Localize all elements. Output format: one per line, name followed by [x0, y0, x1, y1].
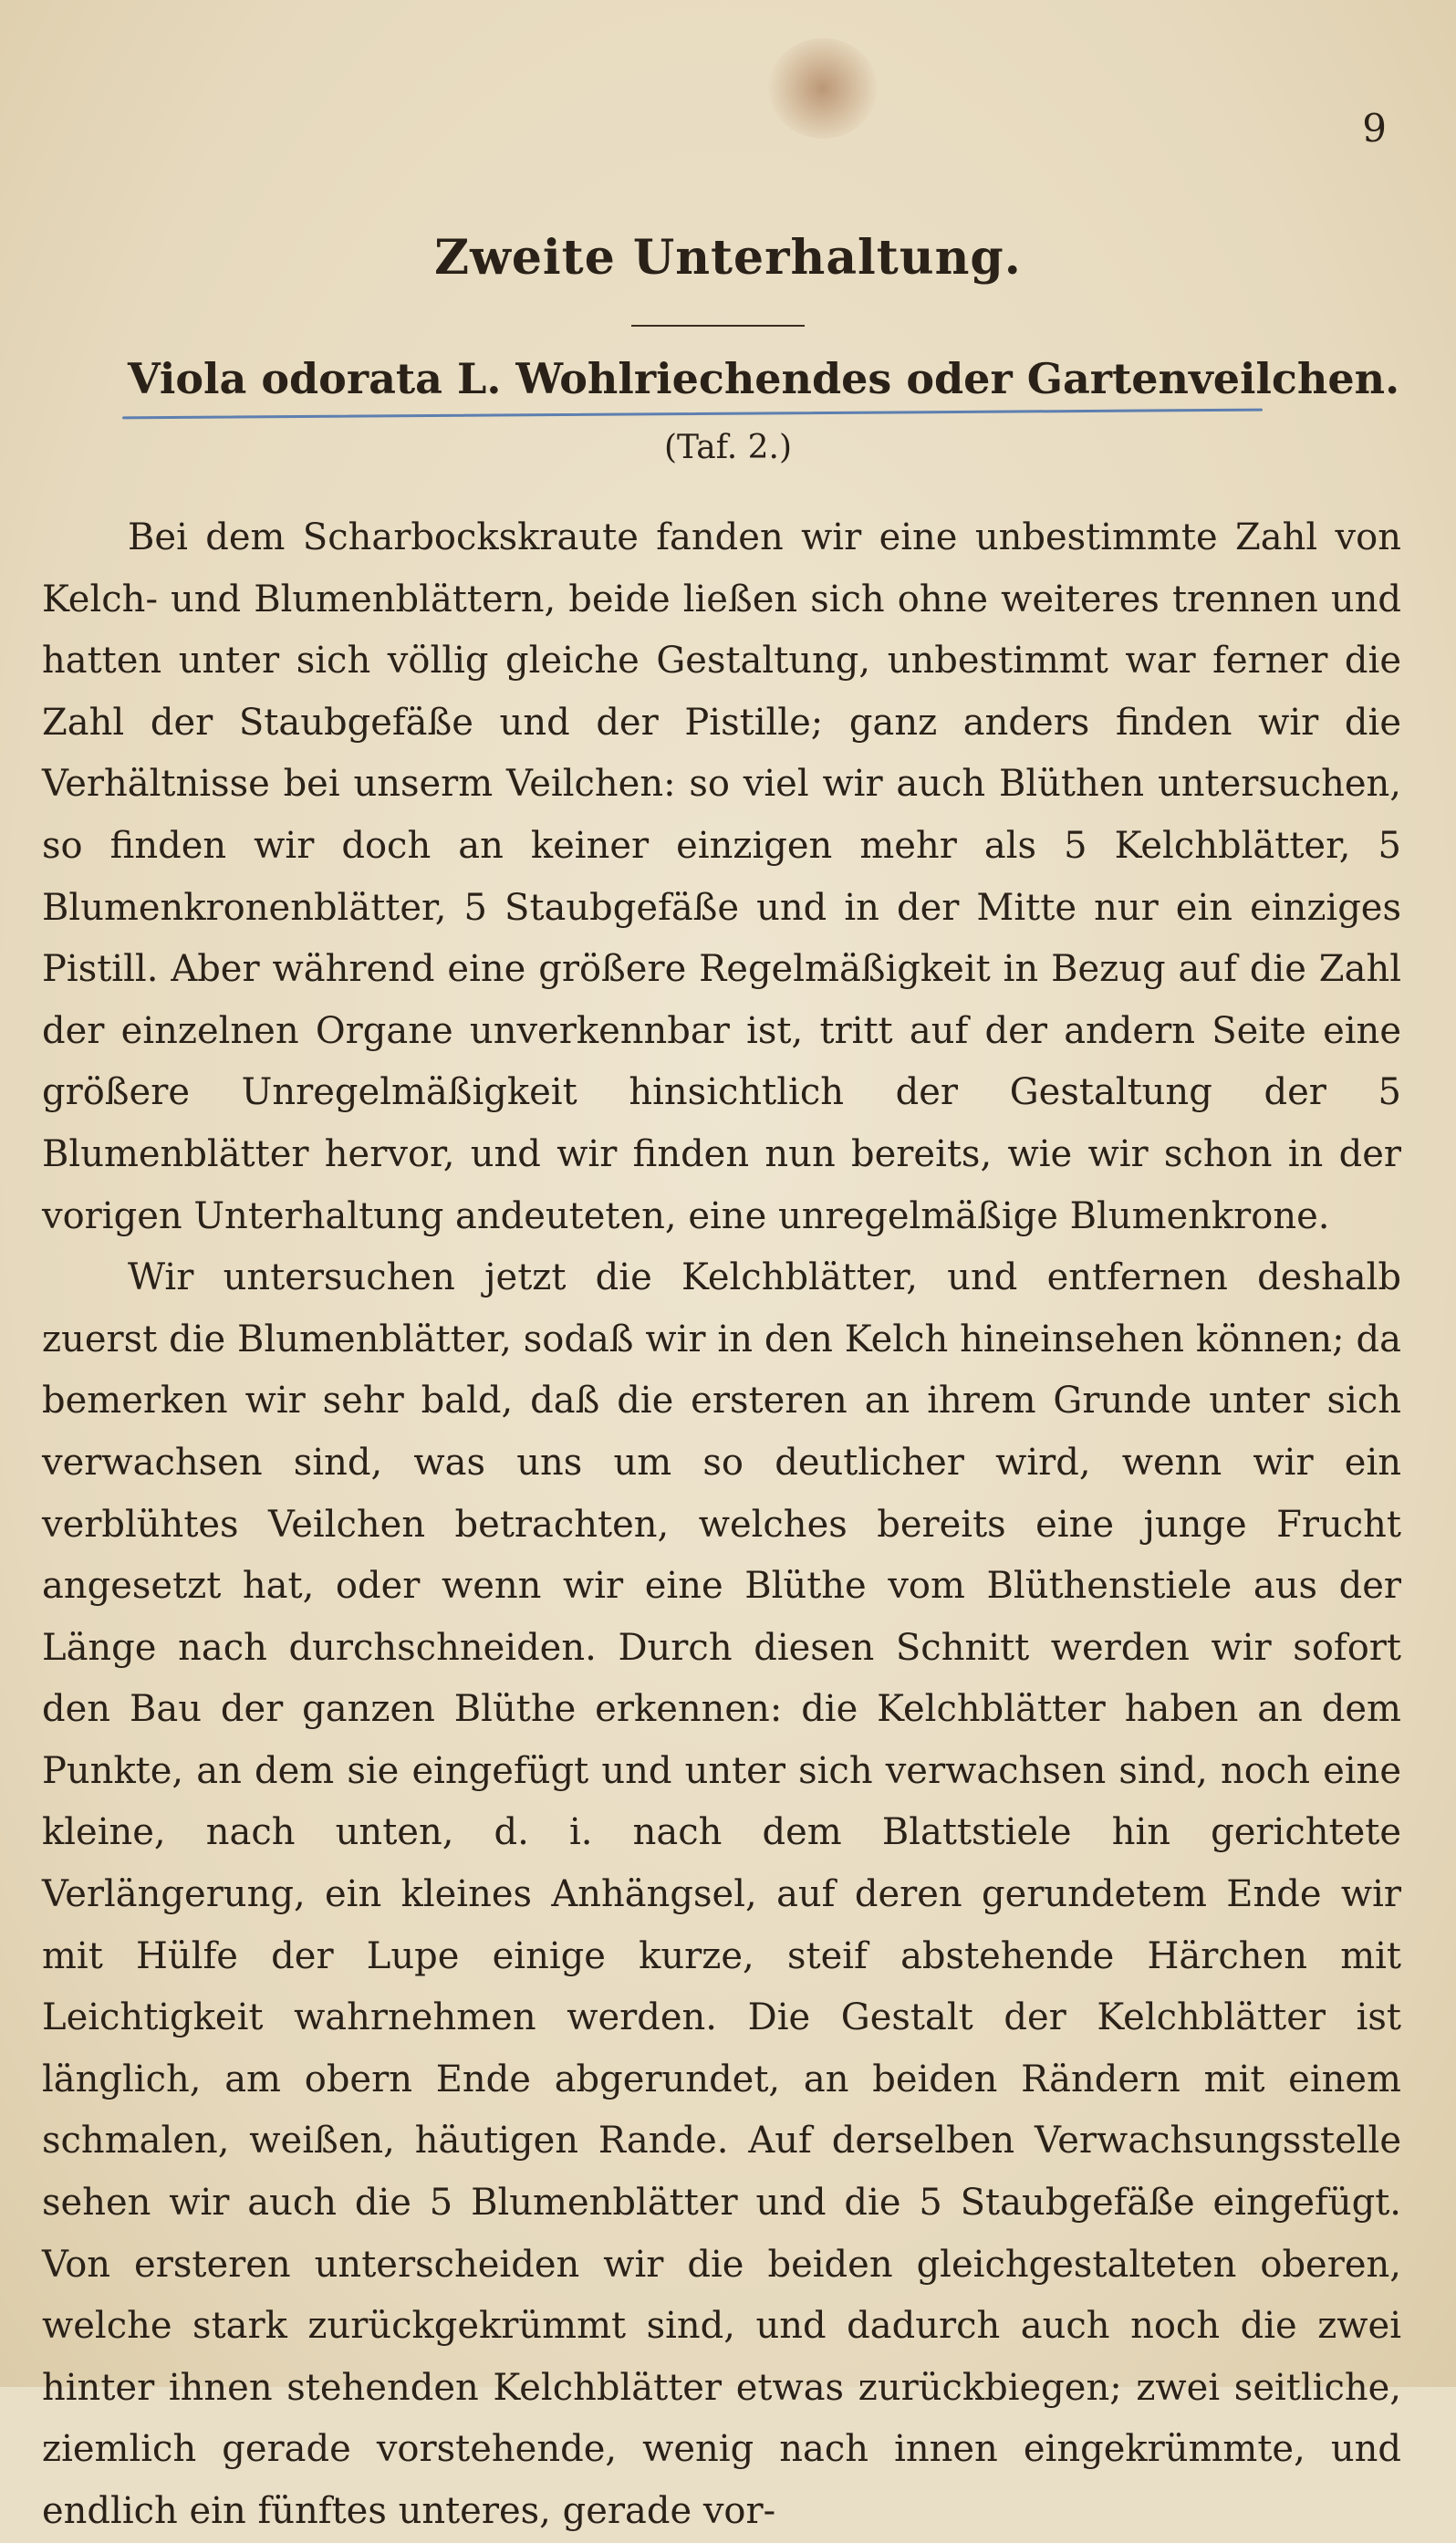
title-divider	[631, 325, 805, 327]
page-number: 9	[1362, 106, 1387, 151]
paragraph-1: Bei dem Scharbockskraute fanden wir eine unbestimmte Zahl von Kelch- und Blumenblättern, beide ließen sich ohne weiteres trennen und hatten unter sich völlig gleiche Gestaltung, unbestimmt war ferner die Zahl der Staubgefäße und der Pistille; ganz anders finden wir die Verhältnisse bei unserm Veilchen: so viel wir auch Blüthen untersuchen, so finden wir doch an keiner einzigen mehr als 5 Kelchblätter, 5 Blumenkronenblätter, 5 Staubgefäße und in der Mitte nur ein einziges Pistill. Aber während eine größere Regelmäßigkeit in Bezug auf die Zahl der einzelnen Organe unverkennbar ist, tritt auf der andern Seite eine größere Unregelmäßigkeit hinsichtlich der Gestaltung der 5 Blumenblätter hervor, und wir finden nun bereits, wie wir schon in der vorigen Unterhaltung andeuteten, eine unregelmäßige Blumenkrone.	[42, 516, 1401, 1237]
paragraph-2: Wir untersuchen jetzt die Kelchblätter, und entfernen deshalb zuerst die Blumenblätter, sodaß wir in den Kelch hineinsehen können; da bemerken wir sehr bald, daß die ersteren an ihrem Grunde unter sich verwachsen sind, was uns um so deutlicher wird, wenn wir ein verblühtes Veilchen betrachten, welches bereits eine junge Frucht angesetzt hat, oder wenn wir eine Blüthe vom Blüthenstiele aus der Länge nach durchschneiden. Durch diesen Schnitt werden wir sofort den Bau der ganzen Blüthe erkennen: die Kelchblätter haben an dem Punkte, an dem sie eingefügt und unter sich verwachsen sind, noch eine kleine, nach unten, d. i. nach dem Blattstiele hin gerichtete Verlängerung, ein kleines Anhängsel, auf deren gerundetem Ende wir mit Hülfe der Lupe einige kurze, steif abstehende Härchen mit Leichtigkeit wahrnehmen werden. Die Gestalt der Kelchblätter ist länglich, am obern Ende abgerundet, an beiden Rändern mit einem schmalen, weißen, häutigen Rande. Auf derselben Verwachsungsstelle sehen wir auch die 5 Blumenblätter und die 5 Staubgefäße eingefügt. Von ersteren unterscheiden wir die beiden gleichgestalteten oberen, welche stark zurückgekrümmt sind, und dadurch auch noch die zwei hinter ihnen stehenden Kelchblätter etwas zurückbiegen; zwei seitliche, ziemlich gerade vorstehende, wenig nach innen eingekrümmte, und endlich ein fünftes unteres, gerade vor-	[42, 1256, 1401, 2532]
plate-reference: (Taf. 2.)	[663, 429, 793, 466]
body-text	[42, 507, 1401, 2543]
chapter-title: Zweite Unterhaltung.	[434, 230, 1022, 286]
paper-stain	[768, 38, 878, 139]
pencil-underline	[122, 409, 1263, 420]
section-heading: Viola odorata L. Wohlriechendes oder Gartenveilchen.	[128, 354, 1400, 403]
